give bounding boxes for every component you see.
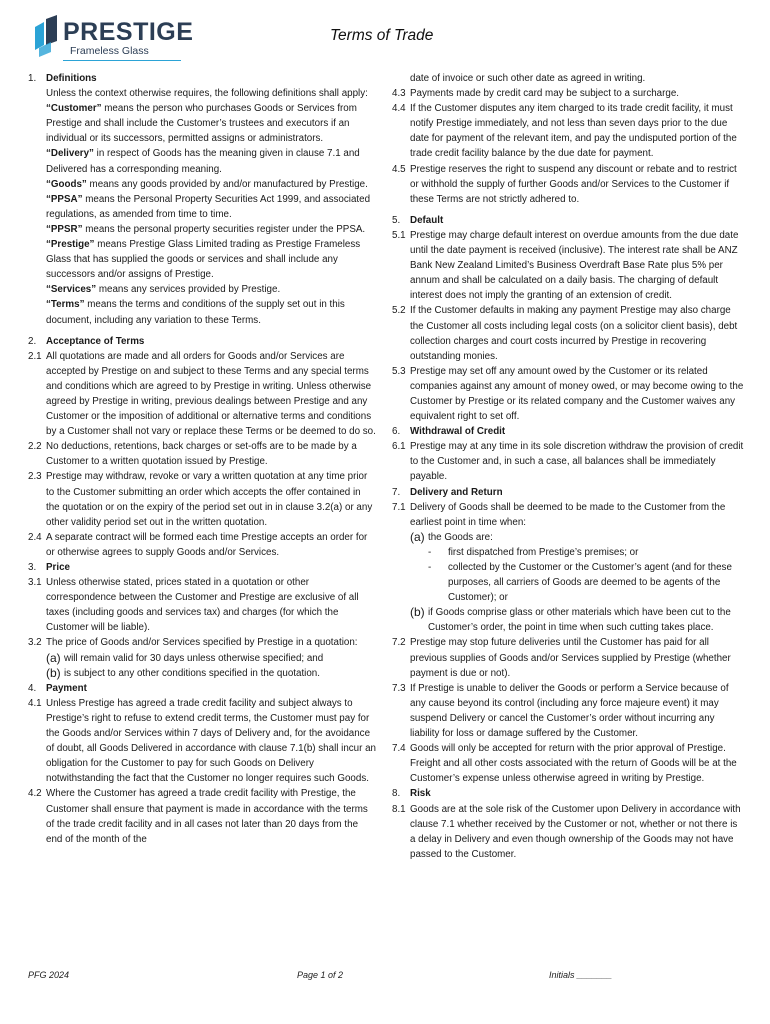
definition-item: “PPSA” means the Personal Property Securities Act 1999, and associated regulations, as amended from time to time. bbox=[46, 193, 371, 220]
clause: 4.3 Payments made by credit card may be subject to a surcharge. bbox=[392, 88, 679, 100]
logo-underline bbox=[63, 60, 181, 61]
footer-code: PFG 2024 bbox=[28, 970, 70, 980]
clause: 2.2 No deductions, retentions, back charges or set-offs are to be made by a Customer to a written quotation issued by Prestige. bbox=[28, 441, 357, 468]
section-heading: 5. Default bbox=[392, 214, 444, 226]
clause: 4.4 If the Customer disputes any item charged to its trade credit facility, it must notify Prestige immediately, and not less than seven days prior to the due date for payment of the relevant item, and pay the undisputed portion of the trade credit facility balance by the due date for payment. bbox=[392, 103, 737, 160]
clause: 4.5 Prestige reserves the right to suspend any discount or rebate and to restrict or withhold the supply of further Goods and/or Services to the Customer if these Terms are not strictly adhered to. bbox=[392, 163, 737, 205]
clause: 7.1 Delivery of Goods shall be deemed to be made to the Customer from the earliest point in time when: bbox=[392, 501, 726, 528]
section-heading: 1. Definitions bbox=[28, 73, 97, 84]
clause: 7.2 Prestige may stop future deliveries until the Customer has paid for all previous supplies of Goods and/or Services supplied by Prestige (whether payment is due or not). bbox=[392, 637, 731, 679]
section-heading: 6. Withdrawal of Credit bbox=[392, 426, 506, 438]
prestige-logo bbox=[33, 15, 194, 57]
clause: 2.3 Prestige may withdraw, revoke or vary a written quotation at any time prior to the Customer submitting an order which accepts the offer contained in the quotation or on the expiry of the period set out in in clause 3.2(a) or any other validity period set out in the written quotation. bbox=[28, 471, 373, 528]
definition-item: “Customer” means the person who purchases Goods or Services from Prestige and shall include the Customer’s trustees and executors if an individual or its successors, permitted assigns or administrators. bbox=[46, 103, 357, 145]
right-column bbox=[392, 71, 744, 862]
clause: 2.1 All quotations are made and all orders for Goods and/or Services are accepted by Prestige on and subject to these Terms and any special terms and conditions which are agreed to by Prestige in writing. Unless otherwise agreed by Prestige in writing, previous dealings between Prestige and any Customer or the imposition of additional or alternative terms and conditions by a Customer shall not vary or replace these Terms or be deemed to do so. bbox=[28, 350, 376, 438]
clause: 2.4 A separate contract will be formed each time Prestige accepts an order for or otherwise agrees to supply Goods and/or Services. bbox=[28, 531, 368, 558]
clause-continuation: date of invoice or such other date as agreed in writing. bbox=[410, 73, 646, 84]
section-heading: 2. Acceptance of Terms bbox=[28, 335, 145, 347]
clause: 7.3 If Prestige is unable to deliver the Goods or perform a Service because of any cause beyond its control (including any force majeure event) it may suspend Delivery or cancel the Customer’s order without incurring any liability for loss or damage suffered by the Customer. bbox=[392, 682, 729, 740]
definition-item: “Goods” means any goods provided by and/or manufactured by Prestige. bbox=[46, 178, 368, 190]
bullet-item: - collected by the Customer or the Customer’s agent (and for these purposes, all carriers of Goods are deemed to be agents of the Customer); or bbox=[428, 562, 732, 604]
left-column bbox=[28, 71, 376, 847]
clause: 5.2 If the Customer defaults in making any payment Prestige may also charge the Customer all costs including legal costs (on a solicitor client basis), debt collection charges and court costs incurred by Prestige in recovering outstanding monies. bbox=[392, 305, 738, 362]
clause: 3.1 Unless otherwise stated, prices stated in a quotation or other correspondence between the Customer and Prestige are exclusive of all taxes (including goods and services tax) and charges (for which the Customer will be liable). bbox=[28, 577, 359, 634]
section-heading: 4. Payment bbox=[28, 682, 87, 694]
clause: 5.3 Prestige may set off any amount owed by the Customer or its related companies against any amount of money owed, or may become owing to the Customer by Prestige or its related company and the Customer waives any equivalent right to set off. bbox=[392, 365, 744, 423]
clause: 7.4 Goods will only be accepted for return with the prior approval of Prestige. Freight and all other costs associated with the return of Goods will be at the Customer’s expense unless otherwise agreed in writing by Prestige. bbox=[392, 743, 737, 785]
glass-panels-icon bbox=[33, 15, 59, 57]
clause: 8.1 Goods are at the sole risk of the Customer upon Delivery in accordance with clause 7.1 whether received by the Customer or not, whether or not there is a delay in Delivery and even though ownership of the Goods may not have passed to the Customer. bbox=[392, 803, 741, 860]
sub-clause: (b) if Goods comprise glass or other materials which have been cut to the Customer’s order, the point in time when such cutting takes place. bbox=[410, 605, 731, 634]
definition-item: “Services” means any services provided by Prestige. bbox=[46, 284, 281, 296]
clause: 5.1 Prestige may charge default interest on overdue amounts from the due date until the date payment is received (inclusive). The interest rate shall be ANZ Bank New Zealand Limited’s Business Overdraft Base Rate plus 5% per annum and shall be calculated on a daily basis. The charging of default interest does not imply the granting of an extension of credit. bbox=[392, 229, 739, 302]
definition-item: “Prestige” means Prestige Glass Limited trading as Prestige Frameless Glass that has supplied the goods or services and shall include any successors and/or assigns of Prestige. bbox=[46, 239, 361, 281]
section-heading: 7. Delivery and Return bbox=[392, 486, 503, 498]
sub-clause: (a) the Goods are: bbox=[410, 529, 493, 544]
clause: 4.1 Unless Prestige has agreed a trade credit facility and subject always to Prestige’s right to refuse to extend credit terms, the Customer must pay for the Goods and/or Services within 7 days of Delivery and, for the avoidance of doubt, all Goods Delivered in accordance with clause 7.1(b) shall incur an obligation for the Customer to pay for such Goods on Delivery notwithstanding the fact that the Customer no longer requires such Goods. bbox=[28, 697, 377, 785]
definition-item: “PPSR” means the personal property securities register under the PPSA. bbox=[46, 223, 366, 235]
sub-clause: (b) is subject to any other conditions specified in the quotation. bbox=[46, 665, 320, 680]
definitions-intro: Unless the context otherwise requires, the following definitions shall apply: bbox=[46, 88, 368, 100]
footer-page-number: Page 1 of 2 bbox=[297, 970, 344, 980]
bullet-item: - first dispatched from Prestige’s premises; or bbox=[428, 546, 639, 558]
logo-wordmark: PRESTIGE bbox=[63, 18, 194, 46]
clause: 3.2 The price of Goods and/or Services specified by Prestige in a quotation: bbox=[28, 637, 358, 649]
logo-subtitle: Frameless Glass bbox=[70, 45, 149, 57]
clause: 4.2 Where the Customer has agreed a trade credit facility with Prestige, the Customer shall ensure that payment is made in accordance with the terms of the trade credit facility and in all cases not later than 20 days from the end of the month of the bbox=[28, 788, 368, 845]
section-heading: 3. Price bbox=[28, 562, 70, 573]
section-heading: 8. Risk bbox=[392, 788, 431, 800]
definition-item: “Delivery” in respect of Goods has the meaning given in clause 7.1 and Delivered has a corresponding meaning. bbox=[46, 148, 360, 175]
definition-item: “Terms” means the terms and conditions of the supply set out in this document, including any variation to these Terms. bbox=[46, 299, 345, 326]
clause: 6.1 Prestige may at any time in its sole discretion withdraw the provision of credit to the Customer and, in such a case, all balances shall be immediately payable. bbox=[392, 441, 744, 483]
document-title: Terms of Trade bbox=[330, 27, 434, 44]
sub-clause: (a) will remain valid for 30 days unless otherwise specified; and bbox=[46, 650, 324, 665]
footer-initials: Initials _______ bbox=[549, 970, 613, 980]
